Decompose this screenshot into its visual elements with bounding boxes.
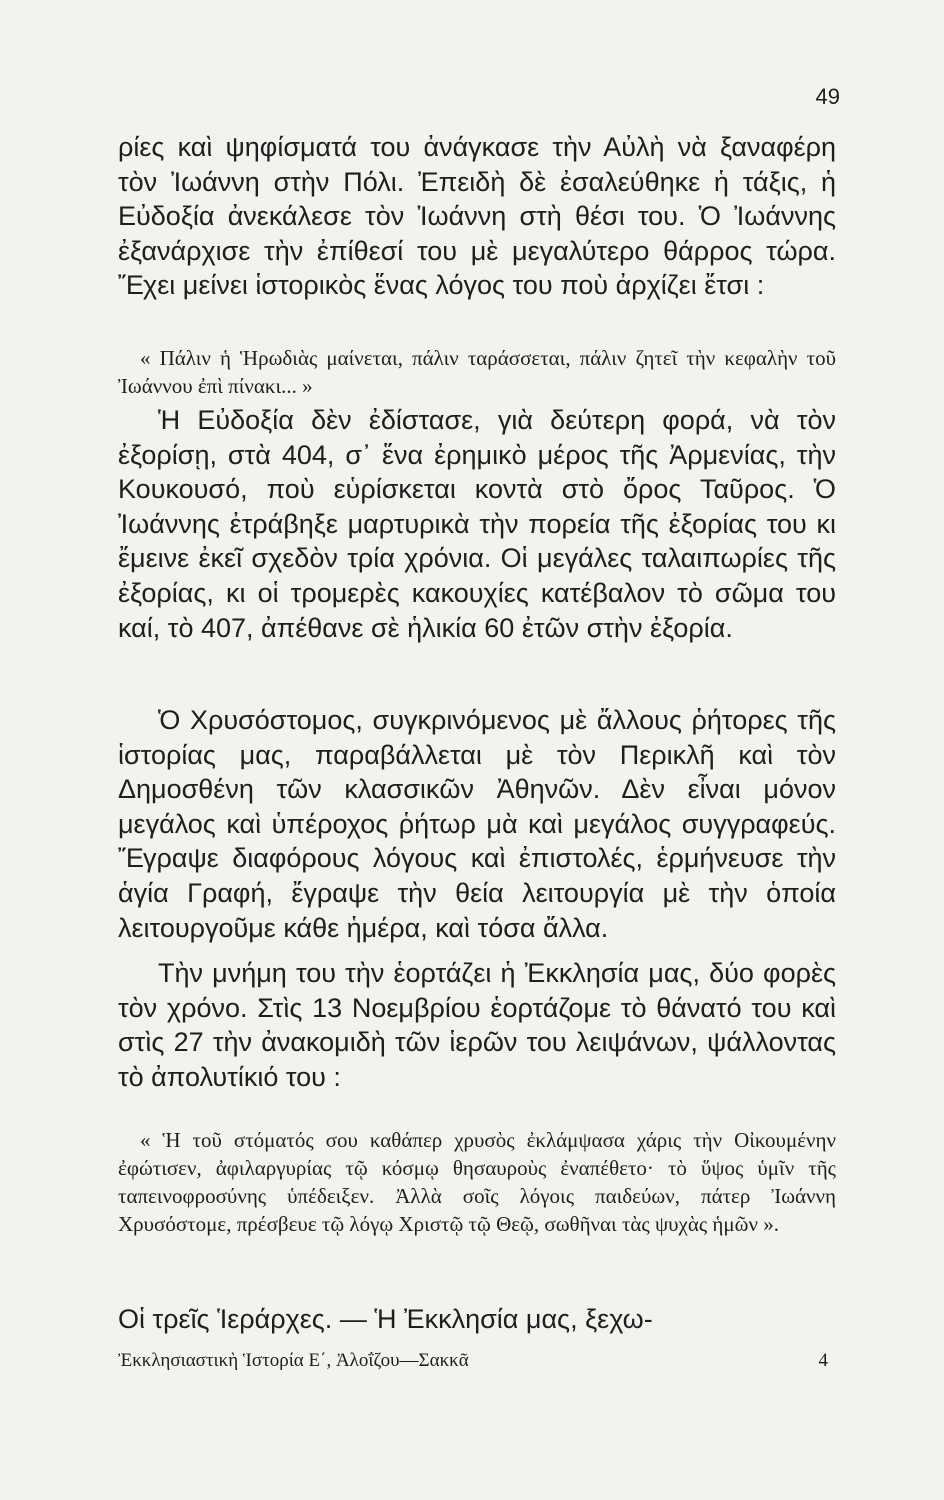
paragraph-exile-return: ρίες καὶ ψηφίσματά του ἀνάγκασε τὴν Αὐλὴ νὰ ξαναφέρη τὸν Ἰωάννη στὴν Πόλι. Ἐπειδὴ δὲ ἐσαλεύθηκε ἡ τάξις, ἡ Εὐδοξία ἀνεκάλεσε τὸν Ἰωάννη στὴ θέσι του. Ὁ Ἰωάννης ἐξανάρχισε τὴν ἐπίθεσί του μὲ μεγαλύτερο θάρρος τώρα. Ἔχει μείνει ἱστορικὸς ἕνας λόγος του ποὺ ἀρχίζει ἔτσι : xyxy=(118,132,836,301)
paragraph-commemoration: Τὴν μνήμη του τὴν ἑορτάζει ἡ Ἐκκλησία μας, δύο φορὲς τὸν χρόνο. Στὶς 13 Νοεμβρίου ἑορτάζομε τὸ θάνατό του καὶ στὶς 27 τὴν ἀνακομιδὴ τῶν ἱερῶν του λειψάνων, ψάλλοντας τὸ ἀπολυτίκιό του : xyxy=(118,958,836,1092)
heading-title: Οἱ τρεῖς Ἱεράρχες. xyxy=(118,1304,333,1334)
section-heading xyxy=(118,1302,836,1336)
paragraph-second-exile: Ἡ Εὐδοξία δὲν ἐδίστασε, γιὰ δεύτερη φορά, νὰ τὸν ἐξορίσῃ, στὰ 404, σ᾽ ἕνα ἐρημικὸ μέρος τῆς Ἀρμενίας, τὴν Κουκουσό, ποὺ εὑρίσκεται κοντὰ στὸ ὄρος Ταῦρος. Ὁ Ἰωάννης ἐτράβηξε μαρτυρικὰ τὴν πορεία τῆς ἐξορίας του κι ἔμεινε ἐκεῖ σχεδὸν τρία χρόνια. Οἱ μεγάλες ταλαιπωρίες τῆς ἐξορίας, κι οἱ τρομερὲς κακουχίες κατέβαλον τὸ σῶμα του καί, τὸ 407, ἀπέθανε σὲ ἡλικία 60 ἐτῶν στὴν ἐξορία. xyxy=(118,405,836,643)
sheet-number: 4 xyxy=(818,1350,828,1371)
footer-signature: Ἐκκλησιαστικὴ Ἱστορία Ε΄, Ἀλοΐζου—Σακκᾶ xyxy=(118,1350,469,1371)
page-number: 49 xyxy=(815,84,840,109)
paragraph-orator: Ὁ Χρυσόστομος, συγκρινόμενος μὲ ἄλλους ῥήτορες τῆς ἱστορίας μας, παραβάλλεται μὲ τὸν Περικλῆ καὶ τὸν Δημοσθένη τῶν κλασσικῶν Ἀθηνῶν. Δὲν εἶναι μόνον μεγάλος καὶ ὑπέροχος ῥήτωρ μὰ καὶ μεγάλος συγγραφεύς. Ἔγραψε διαφόρους λόγους καὶ ἐπιστολές, ἑρμήνευσε τὴν ἁγία Γραφή, ἔγραψε τὴν θεία λειτουργία μὲ τὴν ὁποία λειτουργοῦμε κάθε ἡμέρα, καὶ τόσα ἄλλα. xyxy=(118,705,836,943)
heading-text: — Ἡ Ἐκκλησία μας, ξεχω- xyxy=(332,1304,653,1334)
quote-apolytikion: « Ἡ τοῦ στόματός σου καθάπερ χρυσὸς ἐκλάμψασα χάρις τὴν Οἰκουμένην ἐφώτισεν, ἀφιλαργυρίας τῷ κόσμῳ θησαυροὺς ἐναπέθετο· τὸ ὕψος ὑμῖν τῆς ταπεινοφροσύνης ὑπέδειξεν. Ἀλλὰ σοῖς λόγοις παιδεύων, πάτερ Ἰωάννη Χρυσόστομε, πρέσβευε τῷ λόγῳ Χριστῷ τῷ Θεῷ, σωθῆναι τὰς ψυχὰς ἡμῶν ». xyxy=(118,1128,836,1236)
quote-herodias: « Πάλιν ἡ Ἡρωδιὰς μαίνεται, πάλιν ταράσσεται, πάλιν ζητεῖ τὴν κεφαλὴν τοῦ Ἰωάννου ἐπὶ πίνακι... » xyxy=(118,346,836,398)
